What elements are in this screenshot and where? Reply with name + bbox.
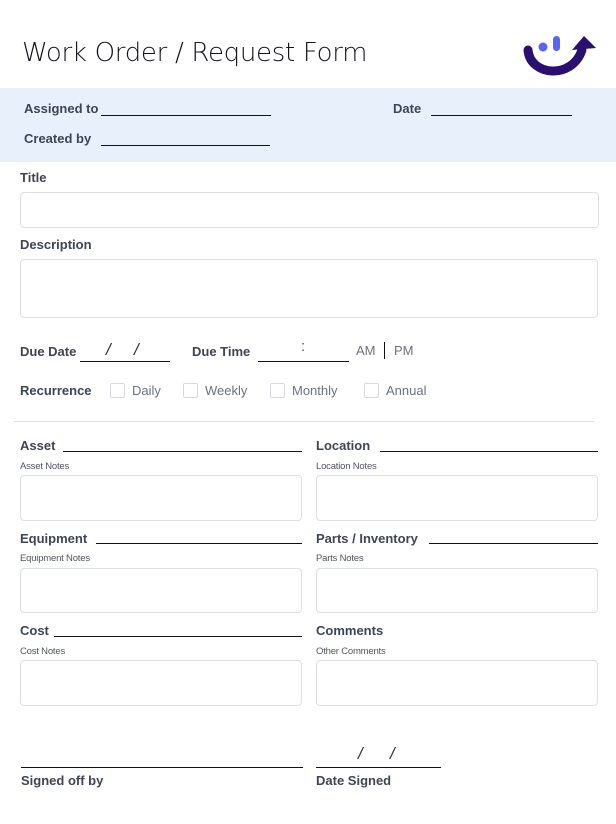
- location-notes-label: Location Notes: [316, 461, 377, 472]
- location-field[interactable]: [380, 451, 598, 452]
- date-signed-field[interactable]: [316, 767, 441, 768]
- date-field[interactable]: [431, 115, 572, 116]
- recurrence-label: Recurrence: [20, 383, 92, 398]
- date-label: Date: [393, 101, 422, 116]
- description-label: Description: [20, 237, 92, 252]
- created-by-label: Created by: [24, 131, 92, 146]
- daily-checkbox[interactable]: [110, 383, 125, 398]
- date-signed-label: Date Signed: [316, 773, 392, 788]
- assignment-band: [0, 88, 616, 162]
- asset-field[interactable]: [63, 451, 302, 452]
- daily-label: Daily: [132, 383, 161, 398]
- due-date-label: Due Date: [20, 344, 77, 359]
- asset-notes-label: Asset Notes: [20, 461, 70, 472]
- equipment-label: Equipment: [20, 531, 88, 546]
- cost-field[interactable]: [54, 636, 302, 637]
- asset-label: Asset: [20, 438, 56, 453]
- equipment-field[interactable]: [96, 543, 302, 544]
- date-signed-separator: /: [390, 744, 395, 763]
- assigned-to-label: Assigned to: [24, 101, 99, 116]
- due-time-label: Due Time: [192, 344, 251, 359]
- due-time-field[interactable]: [258, 361, 349, 362]
- asset-notes-input[interactable]: [20, 475, 302, 521]
- assigned-to-field[interactable]: [101, 115, 271, 116]
- section-divider: [14, 421, 594, 422]
- page-title: Work Order / Request Form: [22, 38, 368, 68]
- signed-off-by-field[interactable]: [21, 767, 303, 768]
- annual-label: Annual: [386, 383, 427, 398]
- cost-notes-label: Cost Notes: [20, 646, 65, 657]
- other-comments-input[interactable]: [316, 660, 598, 706]
- weekly-checkbox[interactable]: [183, 383, 198, 398]
- parts-notes-input[interactable]: [316, 568, 598, 613]
- monthly-label: Monthly: [292, 383, 338, 398]
- title-label: Title: [20, 170, 47, 185]
- title-input[interactable]: [20, 192, 599, 228]
- equipment-notes-label: Equipment Notes: [20, 553, 90, 564]
- location-label: Location: [316, 438, 371, 453]
- am-pm-divider: [384, 342, 385, 359]
- parts-notes-label: Parts Notes: [316, 553, 364, 564]
- due-time-separator: :: [301, 338, 306, 355]
- due-date-separator: /: [106, 340, 111, 359]
- due-date-separator: /: [134, 340, 139, 359]
- other-comments-label: Other Comments: [316, 646, 386, 657]
- date-signed-separator: /: [358, 744, 363, 763]
- smiley-arrow-logo-icon: [520, 30, 598, 80]
- annual-checkbox[interactable]: [364, 383, 379, 398]
- cost-label: Cost: [20, 623, 49, 638]
- cost-notes-input[interactable]: [20, 660, 302, 706]
- pm-option[interactable]: PM: [394, 343, 414, 358]
- parts-inventory-label: Parts / Inventory: [316, 531, 418, 546]
- equipment-notes-input[interactable]: [20, 568, 302, 613]
- created-by-field[interactable]: [101, 145, 270, 146]
- monthly-checkbox[interactable]: [270, 383, 285, 398]
- description-input[interactable]: [20, 259, 598, 318]
- comments-label: Comments: [316, 623, 384, 638]
- signed-off-by-label: Signed off by: [21, 773, 104, 788]
- parts-inventory-field[interactable]: [429, 543, 598, 544]
- weekly-label: Weekly: [205, 383, 248, 398]
- due-date-field[interactable]: [80, 361, 170, 362]
- am-option[interactable]: AM: [356, 343, 376, 358]
- location-notes-input[interactable]: [316, 475, 598, 521]
